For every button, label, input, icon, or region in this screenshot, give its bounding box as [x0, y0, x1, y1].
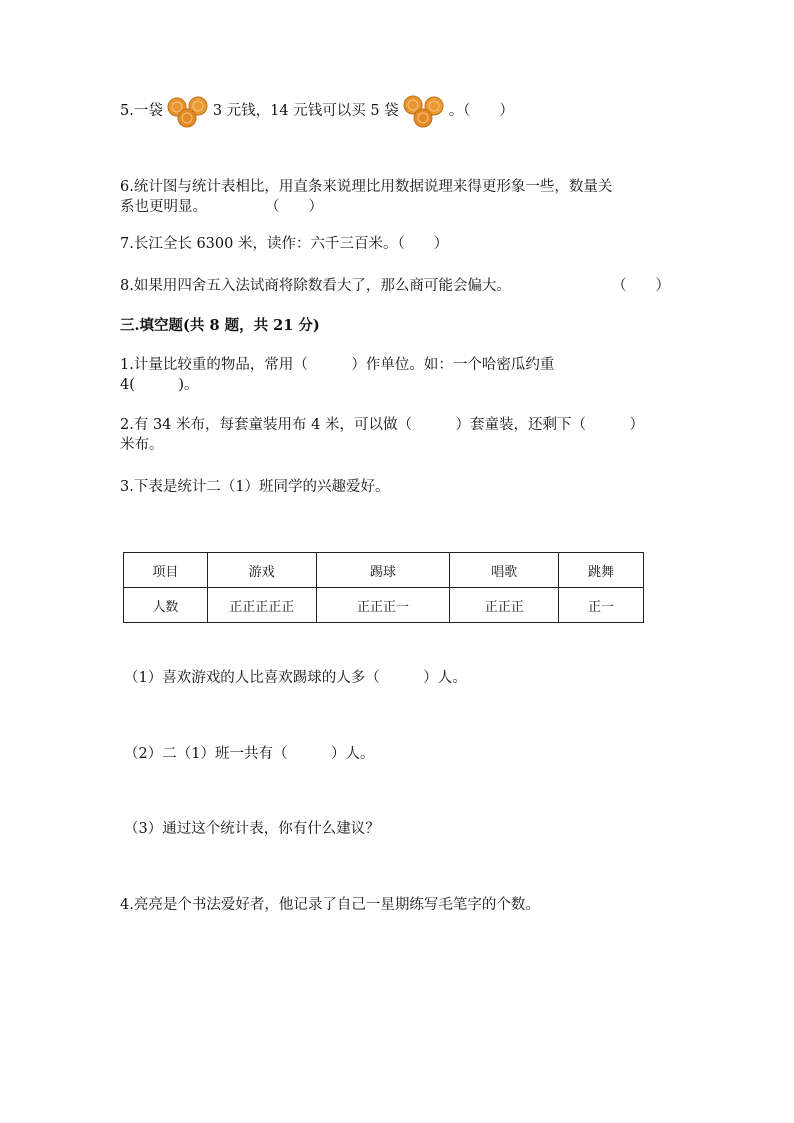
- table-header-cell: 项目: [124, 553, 208, 588]
- judge-q8-answer-paren: （ ）: [612, 278, 670, 294]
- judge-q8: 8.如果用四舍五入法试商将除数看大了，那么商可能会偏大。: [120, 278, 511, 294]
- section-title: 三.填空题(共 8 题，共 21 分): [120, 317, 320, 334]
- tally-cell: 正正正一: [316, 588, 450, 623]
- fill-q1-line2: 4( )。: [120, 377, 199, 393]
- biscuit-icon: [165, 94, 211, 128]
- table-header-cell: 跳舞: [559, 553, 644, 588]
- tally-cell: 正一: [559, 588, 644, 623]
- judge-q5-end: 。（ ）: [448, 103, 514, 119]
- fill-q3-sub3: （3）通过这个统计表，你有什么建议？: [124, 821, 380, 837]
- judge-q5-prefix: 5.一袋: [120, 103, 163, 119]
- judge-q7: 7.长江全长 6300 米，读作：六千三百米。（ ）: [120, 236, 449, 252]
- fill-q3-sub2: （2）二（1）班一共有（ ）人。: [124, 746, 375, 762]
- fill-q4: 4.亮亮是个书法爱好者，他记录了自己一星期练写毛笔字的个数。: [120, 897, 540, 913]
- fill-q3: 3.下表是统计二（1）班同学的兴趣爱好。: [120, 479, 390, 495]
- table-header-row: [124, 553, 644, 588]
- fill-q2-line2: 米布。: [120, 437, 164, 453]
- judge-q6-line1: 6.统计图与统计表相比，用直条来说理比用数据说理来得更形象一些，数量关: [120, 179, 613, 195]
- fill-q3-sub1: （1）喜欢游戏的人比喜欢踢球的人多（ ）人。: [124, 670, 467, 686]
- judge-q5-mid: 3 元钱，14 元钱可以买 5 袋: [212, 103, 399, 119]
- biscuit-icon: [401, 94, 447, 128]
- interest-tally-table: [123, 552, 644, 623]
- judge-q6-line2: 系也更明显。 （ ）: [120, 199, 323, 215]
- table-header-cell: 唱歌: [450, 553, 559, 588]
- fill-q2-line1: 2.有 34 米布，每套童装用布 4 米，可以做（ ）套童装，还剩下（ ）: [120, 417, 644, 433]
- judge-q5: [120, 94, 514, 128]
- tally-cell: 正正正正正: [207, 588, 316, 623]
- table-header-cell: 踢球: [316, 553, 450, 588]
- table-row: [124, 588, 644, 623]
- tally-cell: 正正正: [450, 588, 559, 623]
- table-row-label: 人数: [124, 588, 208, 623]
- fill-q1-line1: 1.计量比较重的物品，常用（ ）作单位。如：一个哈密瓜约重: [120, 357, 555, 373]
- table-header-cell: 游戏: [207, 553, 316, 588]
